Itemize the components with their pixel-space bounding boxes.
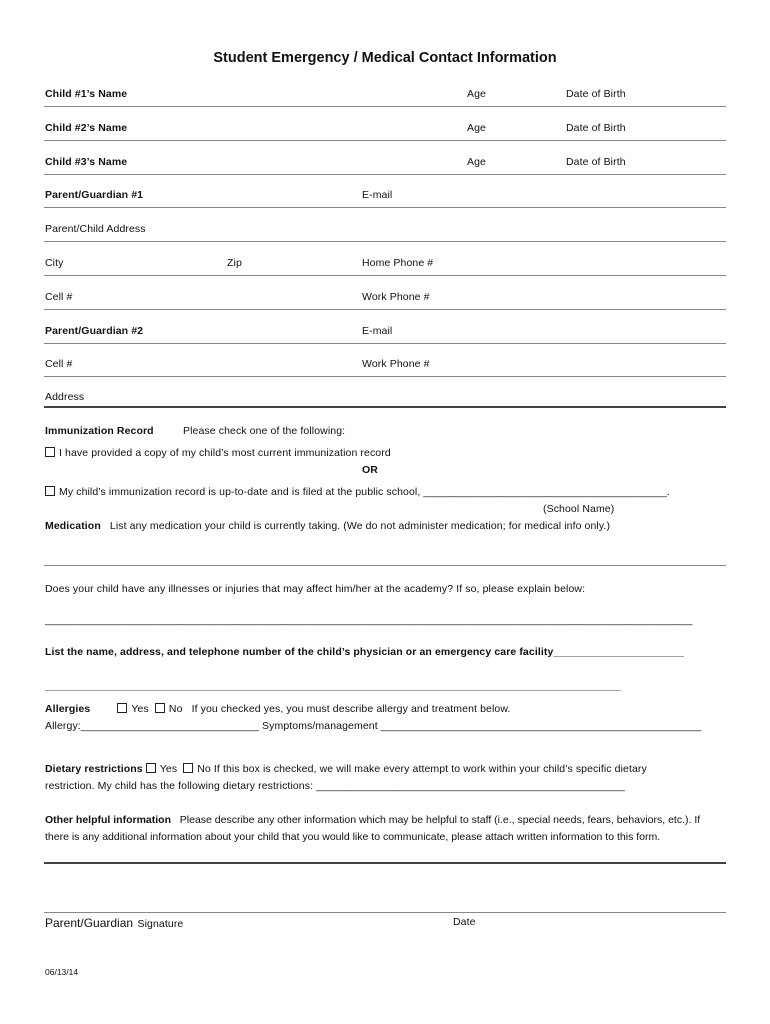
immunization-instruction: Please check one of the following: [183, 425, 346, 437]
page-title: Student Emergency / Medical Contact Information [213, 50, 557, 66]
city-label: City [45, 257, 64, 269]
child-3-dob-label: Date of Birth [566, 156, 626, 168]
allergies-label: Allergies [45, 703, 91, 715]
dietary-no-checkbox[interactable] [183, 763, 193, 773]
child-3-name-label: Child #3’s Name [45, 156, 128, 168]
child-1-name-label: Child #1’s Name [45, 88, 128, 100]
child-2-dob-label: Date of Birth [566, 122, 626, 134]
guardian-1-email-label: E-mail [362, 189, 393, 201]
other-info-text: Please describe any other information which may be helpful to staff (i.e., special needs, fears, behaviors, etc.). If there is any additional information about your child that you would like to communicate, please attach written information to this form. [45, 814, 701, 843]
immunization-option-1-checkbox[interactable] [45, 447, 55, 457]
guardian-2-email-label: E-mail [362, 325, 393, 337]
dietary-row [45, 763, 647, 775]
section-divider [44, 406, 726, 408]
allergies-no-checkbox[interactable] [155, 703, 165, 713]
allergies-row [45, 703, 510, 715]
school-name-caption: (School Name) [543, 503, 615, 515]
child-1-dob-label: Date of Birth [566, 88, 626, 100]
guardian-1-work-phone-label: Work Phone # [362, 291, 430, 303]
guardian-2-phone-line[interactable] [44, 376, 726, 377]
guardian-2-label: Parent/Guardian #2 [45, 325, 144, 337]
child-2-age-label: Age [467, 122, 486, 134]
dietary-yes-label: Yes [159, 763, 178, 775]
home-phone-label: Home Phone # [362, 257, 434, 269]
physician-answer-line[interactable]: _________________________________________________________________________________________________ [45, 680, 622, 692]
dietary-line[interactable]: restriction. My child has the following dietary restrictions: ____________________________________________________ [45, 780, 625, 792]
immunization-option-2[interactable] [45, 486, 670, 498]
dietary-note: If this box is checked, we will make every attempt to work within your child’s specific dietary [213, 763, 647, 775]
illness-question: Does your child have any illnesses or injuries that may affect him/her at the academy? If so, please explain below: [45, 583, 586, 595]
immunization-label: Immunization Record [45, 425, 154, 437]
signature-line[interactable] [44, 912, 726, 913]
guardian-1-label: Parent/Guardian #1 [45, 189, 144, 201]
immunization-or: OR [362, 464, 378, 476]
guardian-1-line[interactable] [44, 207, 726, 208]
dietary-label: Dietary restrictions [45, 763, 143, 775]
allergies-note: If you checked yes, you must describe allergy and treatment below. [191, 703, 511, 715]
guardian-2-cell-label: Cell # [45, 358, 73, 370]
guardian-1-cell-label: Cell # [45, 291, 73, 303]
signature-label-guardian: Parent/Guardian [45, 916, 134, 930]
illness-answer-line[interactable]: _____________________________________________________________________________________________________________ [45, 614, 693, 626]
allergies-yes-label: Yes [131, 703, 149, 715]
medication-line[interactable] [44, 565, 726, 566]
physician-label: List the name, address, and telephone number of the child’s physician or an emergency care facility______________________ [45, 646, 685, 658]
child-1-age-label: Age [467, 88, 486, 100]
allergies-yes-checkbox[interactable] [117, 703, 127, 713]
signature-row [45, 914, 183, 932]
zip-label: Zip [227, 257, 242, 269]
child-2-name-label: Child #2’s Name [45, 122, 128, 134]
city-line[interactable] [44, 275, 726, 276]
guardian-1-phone-line[interactable] [44, 309, 726, 310]
medication-row [45, 520, 610, 532]
guardian-2-line[interactable] [44, 343, 726, 344]
dietary-yes-checkbox[interactable] [146, 763, 156, 773]
child-3-age-label: Age [467, 156, 486, 168]
other-info-block [45, 812, 715, 846]
parent-child-address-label: Parent/Child Address [45, 223, 146, 235]
medication-text: List any medication your child is currently taking. (We do not administer medication; for medical info only.) [109, 520, 611, 532]
allergy-line[interactable]: Allergy:______________________________ Symptoms/management ______________________________________________________ [45, 720, 702, 732]
immunization-option-1-text: I have provided a copy of my child’s most current immunization record [59, 447, 391, 459]
immunization-option-2-checkbox[interactable] [45, 486, 55, 496]
signature-label-signature: Signature [137, 918, 184, 930]
child-3-line[interactable] [44, 174, 726, 175]
immunization-option-1[interactable] [45, 447, 391, 459]
guardian-2-work-phone-label: Work Phone # [362, 358, 430, 370]
other-info-divider [44, 862, 726, 864]
medication-label: Medication [45, 520, 101, 532]
other-info-label: Other helpful information [45, 814, 171, 826]
child-2-line[interactable] [44, 140, 726, 141]
signature-date-label: Date [453, 916, 476, 928]
guardian-2-address-label: Address [45, 391, 85, 403]
parent-child-address-line[interactable] [44, 241, 726, 242]
dietary-no-label: No [197, 763, 211, 775]
immunization-option-2-text: My child’s immunization record is up-to-date and is filed at the public school, _________________________________________. [59, 486, 670, 498]
child-1-line[interactable] [44, 106, 726, 107]
allergies-no-label: No [168, 703, 183, 715]
footer-date: 06/13/14 [45, 967, 79, 977]
